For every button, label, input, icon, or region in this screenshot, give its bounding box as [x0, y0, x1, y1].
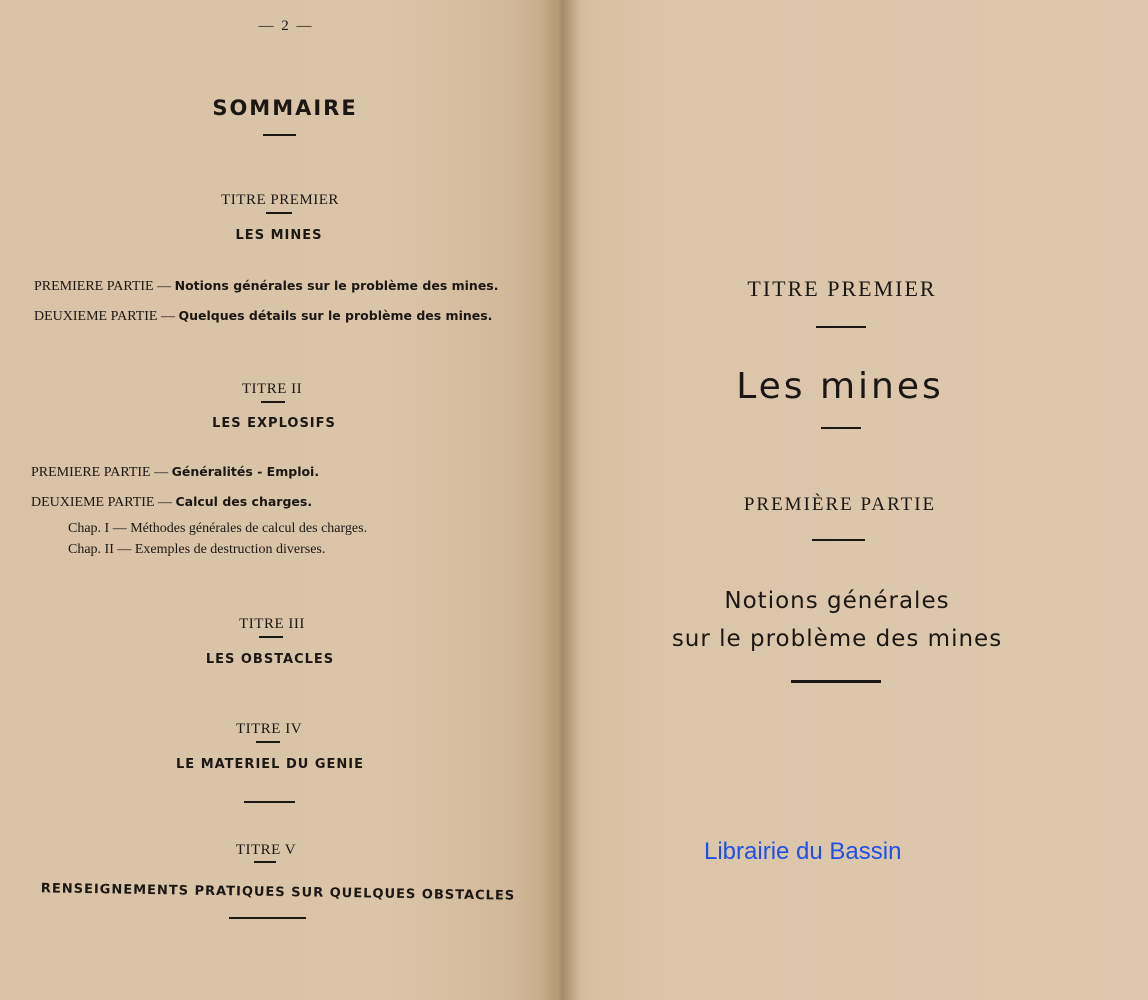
page-number: — 2 — — [258, 18, 314, 34]
divider — [812, 539, 865, 541]
part-label: DEUXIEME PARTIE — — [34, 309, 175, 324]
divider — [256, 741, 280, 743]
part-desc: Calcul des charges. — [175, 494, 313, 509]
subtitle-line-2: sur le problème des mines — [671, 626, 1003, 652]
divider — [229, 917, 306, 919]
titre-iv-label: TITRE IV — [235, 721, 303, 737]
divider — [821, 427, 861, 429]
titre-iii-label: TITRE III — [239, 616, 305, 632]
book-gutter — [540, 0, 580, 1000]
part-label: DEUXIEME PARTIE — — [31, 495, 172, 510]
divider — [254, 861, 276, 863]
part-desc: Généralités - Emploi. — [171, 464, 320, 479]
divider — [263, 134, 296, 136]
divider — [244, 801, 295, 803]
watermark-text: Librairie du Bassin — [704, 838, 902, 865]
divider — [816, 326, 866, 328]
chapter-line: Chap. II — Exemples de destruction diverses. — [68, 542, 326, 557]
titre-ii-label: TITRE II — [241, 381, 303, 397]
part-line — [34, 278, 498, 295]
titre-premier-label: TITRE PREMIER — [221, 192, 339, 208]
part-label: PREMIERE PARTIE — — [31, 465, 169, 480]
part-line — [31, 494, 312, 511]
titre-v-name: RENSEIGNEMENTS PRATIQUES SUR QUELQUES OBSTACLES — [40, 881, 516, 904]
right-partie: PREMIÈRE PARTIE — [743, 494, 937, 515]
part-line — [34, 308, 492, 325]
left-page — [0, 0, 556, 1000]
chapter-line: Chap. I — Méthodes générales de calcul des charges. — [68, 521, 368, 536]
right-titre: TITRE PREMIER — [747, 276, 937, 301]
part-desc: Quelques détails sur le problème des mines. — [178, 308, 493, 323]
part-desc: Notions générales sur le problème des mines. — [174, 278, 499, 293]
titre-iv-name: LE MATERIEL DU GENIE — [176, 757, 364, 772]
divider — [791, 680, 881, 683]
sommaire-heading: SOMMAIRE — [212, 96, 358, 120]
titre-iii-name: LES OBSTACLES — [205, 652, 335, 667]
part-line — [31, 464, 319, 481]
right-subtitle — [672, 582, 1002, 658]
part-label: PREMIERE PARTIE — — [34, 279, 172, 294]
divider — [266, 212, 292, 214]
subtitle-line-1: Notions générales — [724, 588, 950, 614]
titre-premier-name: LES MINES — [235, 228, 323, 243]
titre-v-label: TITRE V — [235, 842, 297, 858]
divider — [261, 401, 285, 403]
right-title: Les mines — [736, 366, 944, 407]
titre-ii-name: LES EXPLOSIFS — [212, 416, 336, 431]
divider — [259, 636, 283, 638]
